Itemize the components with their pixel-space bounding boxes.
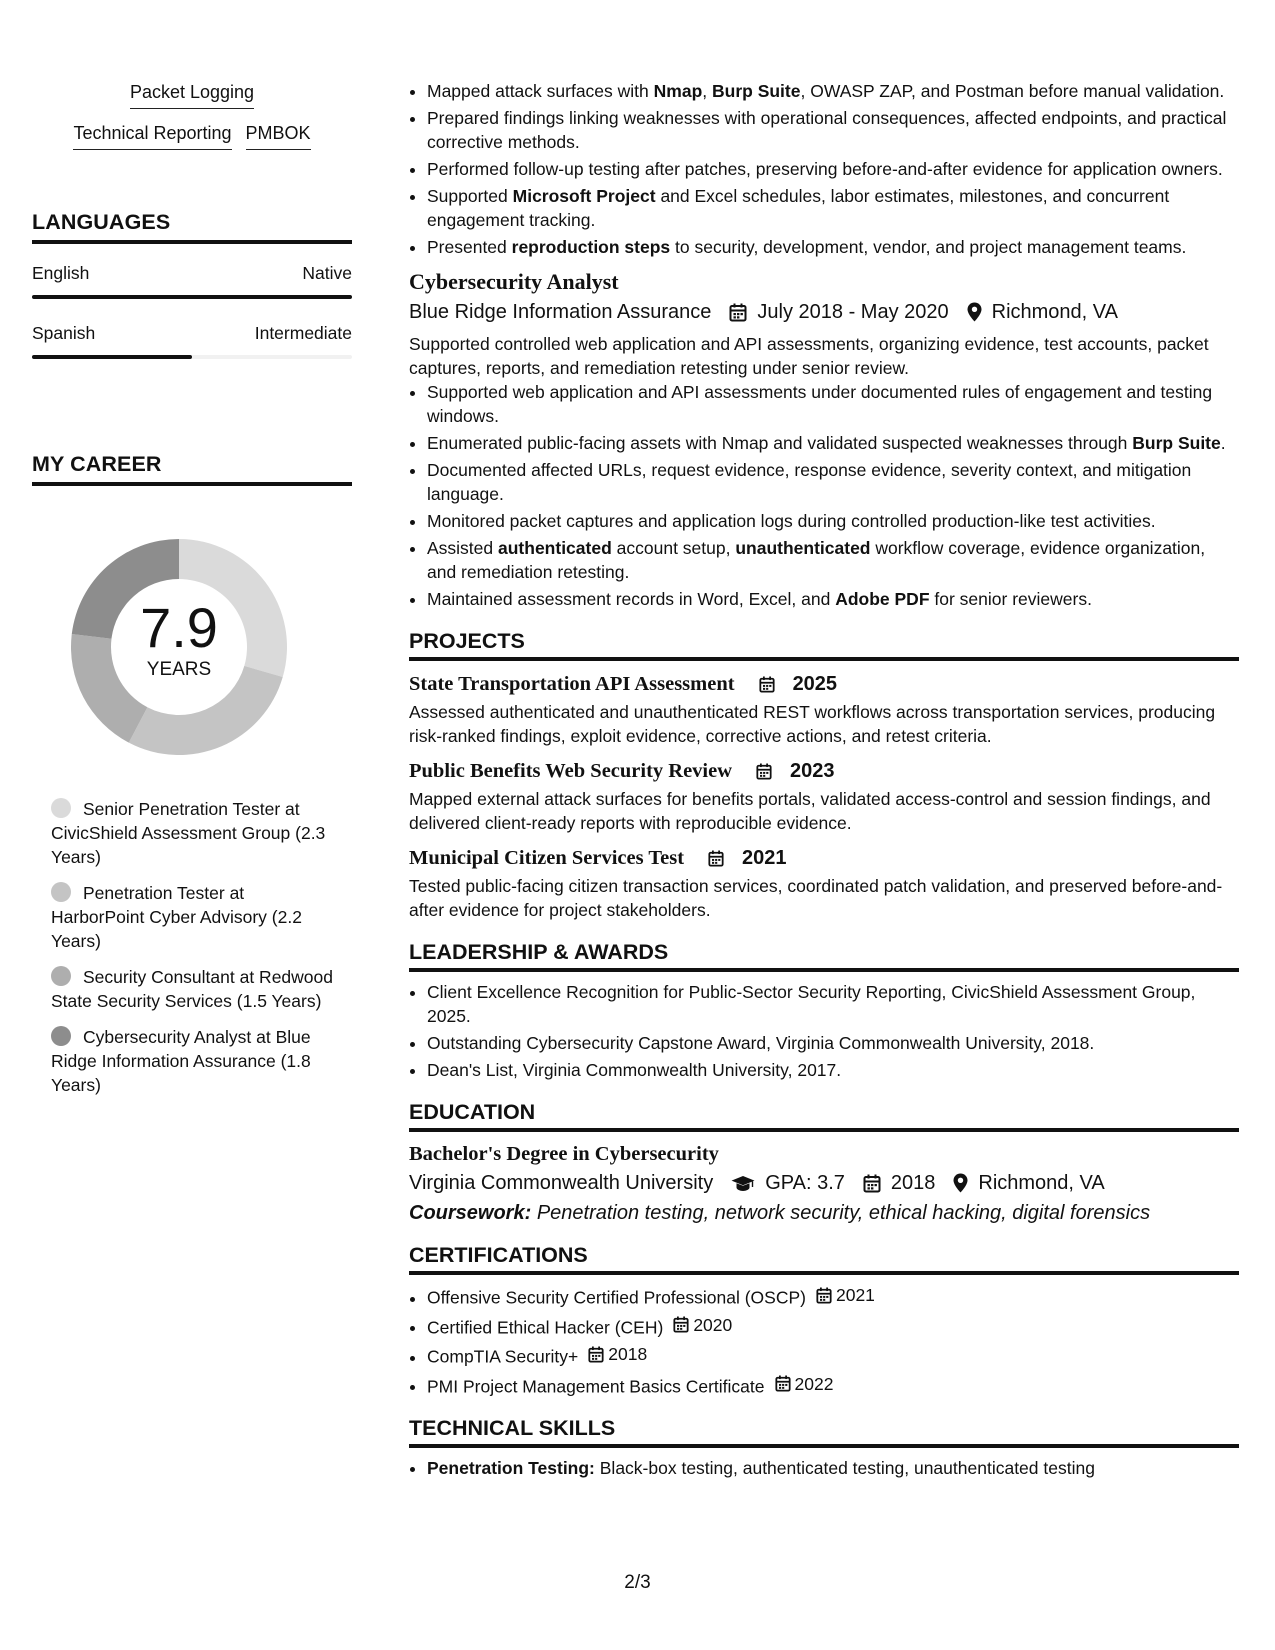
experience-bullet [427, 235, 1239, 259]
bold-text: Microsoft Project [512, 186, 656, 206]
skills-heading: TECHNICAL SKILLS [409, 1416, 1239, 1448]
sidebar [32, 82, 352, 1095]
experience-continued-bullets [409, 79, 1239, 259]
bullet-text: Mapped attack surfaces with [427, 81, 654, 101]
job-bullets [409, 380, 1239, 611]
bold-text: Adobe PDF [835, 589, 930, 609]
coursework [409, 1201, 1239, 1225]
experience-bullet [427, 184, 1239, 232]
project-item [409, 672, 1239, 748]
certification-item [427, 1372, 1239, 1399]
project-name: Municipal Citizen Services Test [409, 847, 685, 869]
experience-bullet [427, 157, 1239, 181]
bullet-text: Enumerated public-facing assets with Nmap and validated suspected weaknesses through [427, 433, 1133, 453]
skill-list: Black-box testing, authenticated testing, unauthenticated testing [594, 1458, 1095, 1478]
bullet-text: Supported web application and API assessments under documented rules of engagement and testing windows. [427, 382, 1213, 426]
skills-list [409, 1456, 1239, 1480]
career-legend [51, 797, 336, 1109]
project-name: Public Benefits Web Security Review [409, 760, 733, 782]
certification-year-text: 2022 [794, 1373, 834, 1394]
career-legend-item [51, 1025, 336, 1097]
career-legend-label: Penetration Tester at HarborPoint Cyber Advisory (2.2 Years) [51, 883, 302, 951]
calendar-icon [729, 303, 747, 322]
school-name: Virginia Commonwealth University [409, 1172, 714, 1194]
project-year: 2021 [742, 847, 787, 869]
project-year: 2025 [792, 673, 838, 695]
skill-tag: PMBOK [246, 123, 311, 150]
certification-name: PMI Project Management Basics Certificate [427, 1376, 765, 1396]
award-item: • Client Excellence Recognition for Public-Sector Security Reporting, CivicShield Assessment Group, 2025. [427, 980, 1239, 1028]
coursework-text: Penetration testing, network security, ethical hacking, digital forensics [536, 1202, 1151, 1224]
job-company [409, 300, 711, 324]
project-description: Mapped external attack surfaces for benefits portals, validated access-control and session findings, and delivered client-ready reports with reproducible evidence. [409, 789, 1211, 833]
job-summary: Supported controlled web application and API assessments, organizing evidence, test accounts, packet captures, reports, and remediation retesting under senior review. [409, 334, 1209, 378]
bold-text: reproduction steps [511, 237, 671, 257]
project-name: State Transportation API Assessment [409, 673, 735, 695]
tag-row [32, 82, 352, 109]
language-proficiency-fill [32, 295, 352, 299]
project-description: Tested public-facing citizen transaction services, coordinated patch validation, and preserved before-and-after evidence for project stakeholders. [409, 876, 1223, 920]
page-number: 2/3 [624, 1572, 651, 1593]
calendar-icon [756, 763, 772, 780]
bullet-text: Supported [427, 186, 513, 206]
career-legend-item [51, 965, 336, 1013]
certification-year [775, 1372, 834, 1396]
bold-text: authenticated [498, 538, 612, 558]
language-row [32, 263, 352, 284]
calendar-icon [588, 1346, 604, 1363]
bullet-text: , [702, 81, 712, 101]
map-pin-icon [953, 1173, 968, 1193]
bullet-text: Presented [427, 237, 512, 257]
career-donut-chart [64, 532, 294, 762]
project-item [409, 759, 1239, 835]
calendar-icon [759, 676, 775, 693]
job-title: Cybersecurity Analyst [409, 269, 619, 294]
experience-bullet [427, 106, 1239, 154]
career-legend-item [51, 881, 336, 953]
project-description: Assessed authenticated and unauthenticated REST workflows across transportation services, producing risk-ranked findings, exploit evidence, corrective actions, and retest criteria. [409, 702, 1216, 746]
certification-year-text: 2018 [608, 1344, 648, 1364]
certification-year [588, 1342, 647, 1366]
job-location-text: Richmond, VA [991, 301, 1118, 323]
calendar-icon [708, 850, 724, 867]
experience-bullet [427, 431, 1239, 455]
donut-center [64, 532, 294, 762]
language-item [32, 263, 352, 299]
calendar-icon [775, 1375, 791, 1392]
education-gpa [731, 1171, 845, 1195]
calendar-icon [816, 1287, 832, 1304]
certification-item [427, 1342, 1239, 1369]
bullet-text: Assisted [427, 538, 498, 558]
career-legend-item [51, 797, 336, 869]
project-item [409, 846, 1239, 922]
languages-section [32, 210, 352, 383]
project-title [409, 672, 1239, 696]
skill-category: Penetration Testing: [427, 1458, 595, 1478]
education-heading: EDUCATION [409, 1100, 1239, 1132]
bold-text: Burp Suite [1132, 433, 1221, 453]
bullet-text: , OWASP ZAP, and Postman before manual validation. [800, 81, 1225, 101]
job-dates-text: July 2018 - May 2020 [757, 301, 949, 323]
bullet-text: Performed follow-up testing after patches, preserving before-and-after evidence for application owners. [427, 159, 1223, 179]
calendar-icon [863, 1174, 881, 1193]
bullet-text: account setup, [611, 538, 736, 558]
language-item [32, 323, 352, 359]
main-content [409, 79, 1239, 1483]
project-calendar [744, 763, 781, 780]
gpa-text: GPA: 3.7 [765, 1172, 845, 1194]
career-total-value: 7.9 [140, 596, 218, 659]
education-meta [409, 1171, 1239, 1195]
company-name: Blue Ridge Information Assurance [409, 301, 712, 323]
education-school [409, 1171, 713, 1195]
language-proficiency-fill [32, 355, 192, 359]
legend-swatch [51, 1026, 71, 1046]
awards-heading: LEADERSHIP & AWARDS [409, 940, 1239, 972]
certification-item [427, 1283, 1239, 1310]
education-degree: Bachelor's Degree in Cybersecurity [409, 1143, 719, 1165]
languages-list [32, 263, 352, 359]
skill-tag: Packet Logging [130, 82, 254, 109]
certification-year-text: 2020 [693, 1314, 733, 1335]
project-calendar [747, 676, 784, 693]
certifications-list [409, 1283, 1239, 1398]
bold-text: Burp Suite [712, 81, 801, 101]
legend-swatch [51, 966, 71, 986]
coursework-label: Coursework: [409, 1202, 532, 1224]
skill-tag: Technical Reporting [73, 123, 231, 150]
project-calendar [696, 850, 733, 867]
experience-bullet [427, 536, 1239, 584]
bullet-text: Maintained assessment records in Word, Excel, and [427, 589, 836, 609]
skill-item [427, 1456, 1239, 1480]
project-title [409, 846, 1239, 870]
bullet-text: Documented affected URLs, request evidence, response evidence, severity context, and mitigation language. [427, 460, 1192, 504]
bullet-text: to security, development, vendor, and project management teams. [670, 237, 1187, 257]
bullet-text: Prepared findings linking weaknesses with operational consequences, affected endpoints, and practical corrective methods. [427, 108, 1227, 152]
career-section [32, 452, 352, 1095]
languages-heading: LANGUAGES [32, 210, 352, 244]
award-item: • Dean's List, Virginia Commonwealth University, 2017. [427, 1058, 1239, 1082]
education-year [863, 1171, 936, 1195]
bullet-text: . [1220, 433, 1226, 453]
experience-bullet [427, 509, 1239, 533]
calendar-icon [673, 1316, 689, 1333]
project-year: 2023 [790, 760, 835, 782]
certification-item [427, 1313, 1239, 1340]
bullet-text: workflow coverage, evidence organization, and remediation retesting. [427, 538, 1206, 582]
project-title [409, 759, 1239, 783]
job-location [967, 300, 1118, 324]
awards-list [409, 980, 1239, 1082]
education-location [953, 1171, 1104, 1195]
language-proficiency-bar [32, 295, 352, 299]
certification-year [816, 1283, 875, 1307]
skill-tags [32, 82, 352, 150]
experience-bullet [427, 458, 1239, 506]
career-heading: MY CAREER [32, 452, 352, 486]
certification-name: CompTIA Security+ [427, 1346, 579, 1367]
bold-text: unauthenticated [735, 538, 871, 558]
certification-year [673, 1313, 732, 1337]
language-level: Intermediate [254, 323, 352, 343]
projects-list [409, 672, 1239, 922]
language-level: Native [302, 263, 352, 283]
legend-swatch [51, 882, 71, 902]
certification-name: Offensive Security Certified Professional (OSCP) [427, 1287, 806, 1308]
job-meta [409, 300, 1239, 324]
career-legend-label: Security Consultant at Redwood State Security Services (1.5 Years) [51, 967, 333, 1011]
legend-swatch [51, 798, 71, 818]
career-legend-label: Cybersecurity Analyst at Blue Ridge Information Assurance (1.8 Years) [51, 1027, 311, 1095]
certification-name: Certified Ethical Hacker (CEH) [427, 1317, 664, 1337]
map-pin-icon [967, 302, 982, 322]
certification-year-text: 2021 [835, 1285, 875, 1305]
projects-heading: PROJECTS [409, 629, 1239, 661]
education-location-text: Richmond, VA [978, 1172, 1105, 1194]
education-year-text: 2018 [890, 1172, 936, 1194]
bullet-text: Monitored packet captures and application logs during controlled production-like test activities. [427, 511, 1156, 531]
career-legend-label: Senior Penetration Tester at CivicShield Assessment Group (2.3 Years) [51, 799, 326, 867]
language-proficiency-bar [32, 355, 352, 359]
certifications-heading: CERTIFICATIONS [409, 1243, 1239, 1275]
language-row [32, 323, 352, 344]
bullet-text: and Excel schedules, labor estimates, milestones, and concurrent engagement tracking. [427, 186, 1170, 230]
experience-bullet [427, 380, 1239, 428]
experience-bullet [427, 587, 1239, 611]
language-name: English [32, 263, 90, 283]
tag-row [32, 123, 352, 150]
career-total-unit: YEARS [146, 659, 212, 680]
bold-text: Nmap [653, 81, 703, 101]
graduation-cap-icon [731, 1175, 755, 1192]
job-dates [729, 300, 948, 324]
language-name: Spanish [32, 323, 96, 343]
bullet-text: for senior reviewers. [929, 589, 1092, 609]
experience-bullet [427, 79, 1239, 103]
award-item: • Outstanding Cybersecurity Capstone Award, Virginia Commonwealth University, 2018. [427, 1031, 1239, 1055]
